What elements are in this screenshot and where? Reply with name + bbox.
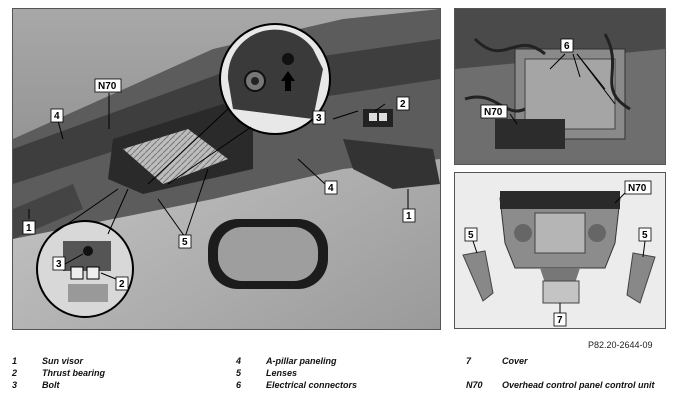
svg-text:2: 2: [400, 99, 406, 110]
legend-item-2: 2 Thrust bearing: [12, 368, 106, 378]
svg-text:3: 3: [56, 259, 62, 270]
svg-text:N70: N70: [484, 107, 503, 118]
svg-text:2: 2: [119, 279, 125, 290]
legend-item-3: 3 Bolt: [12, 380, 60, 390]
callout-5-right: [639, 228, 651, 241]
connectors-photo: [454, 8, 666, 165]
svg-text:1: 1: [406, 211, 412, 222]
svg-text:1: 1: [26, 223, 32, 234]
callout-N70-bottom: [625, 181, 651, 194]
callout-N70-main: [95, 79, 121, 92]
callout-2-inset: [116, 277, 128, 290]
svg-text:4: 4: [54, 111, 60, 122]
svg-text:7: 7: [557, 315, 563, 326]
module-parts-photo: [454, 172, 666, 329]
legend-item-1: 1 Sun visor: [12, 356, 84, 366]
main-interior-photo: [12, 8, 441, 330]
callout-3-inset: [53, 257, 65, 270]
svg-text:4: 4: [328, 183, 334, 194]
callout-4-right: [325, 181, 337, 194]
legend-item-4: 4 A-pillar paneling: [236, 356, 337, 366]
callout-6: [561, 39, 573, 52]
callout-5-main: [179, 235, 191, 248]
legend-item-5: 5 Lenses: [236, 368, 298, 378]
callout-5-left: [465, 228, 477, 241]
callout-3-top: [313, 111, 325, 124]
svg-text:3: 3: [316, 113, 322, 124]
svg-text:5: 5: [468, 230, 474, 241]
callout-N70-top: [481, 105, 507, 118]
svg-text:N70: N70: [628, 183, 647, 194]
svg-text:6: 6: [564, 41, 570, 52]
callout-1-left: [23, 221, 35, 234]
svg-text:5: 5: [182, 237, 188, 248]
svg-text:N70: N70: [98, 81, 117, 92]
figure-reference-code: P82.20-2644-09: [588, 340, 653, 350]
legend-item-6: 6 Electrical connectors: [236, 380, 358, 390]
callout-4-left: [51, 109, 63, 122]
callout-7: [554, 313, 566, 326]
callout-2-top: [397, 97, 409, 110]
svg-text:5: 5: [642, 230, 648, 241]
legend-item-N70: N70 Overhead control panel control unit: [466, 380, 655, 390]
legend-item-7: 7 Cover: [466, 356, 528, 366]
callout-1-right: [403, 209, 415, 222]
